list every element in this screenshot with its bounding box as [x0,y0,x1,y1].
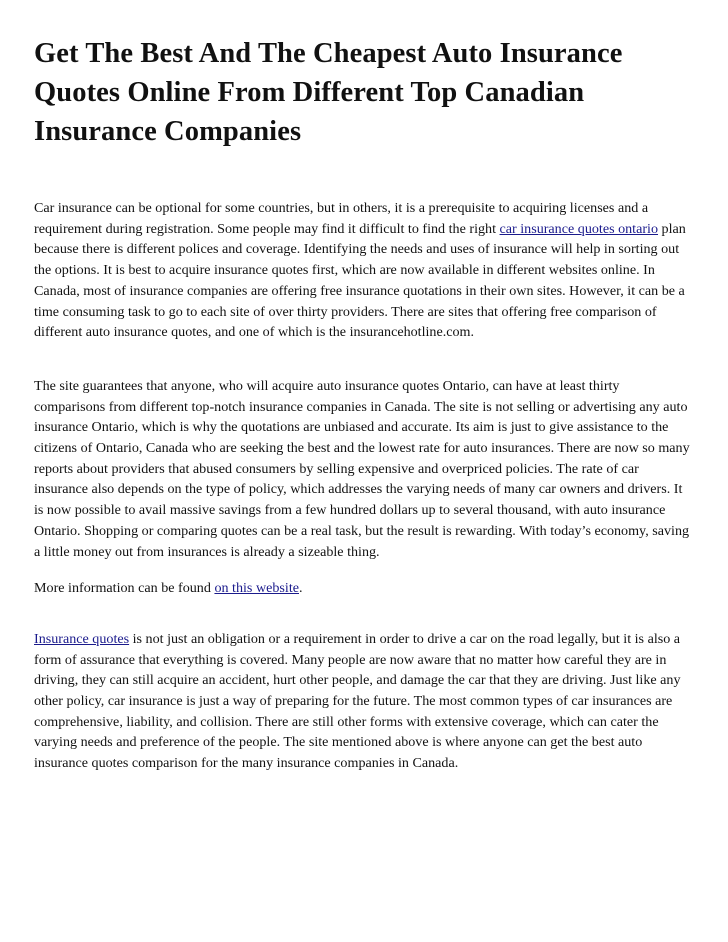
body-paragraph-4 [34,629,694,774]
on-this-website-link[interactable]: on this website [214,580,299,597]
insurance-quotes-link[interactable]: Insurance quotes [34,630,130,647]
paragraph-text: Car insurance can be optional for some countries, but in others, it is a prerequisite to acquiring licenses and a requirement during registration. Some people may find it difficult to find the right [34,200,649,237]
paragraph-text: . [299,580,303,597]
paragraph-text: More information can be found [34,580,215,597]
body-paragraph-1 [34,198,694,343]
document-page [34,34,694,774]
body-paragraph-3 [34,578,694,599]
document-title: Get The Best And The Cheapest Auto Insurance Quotes Online From Different Top Canadian Insurance Companies [34,38,623,147]
body-paragraph-2: The site guarantees that anyone, who will acquire auto insurance quotes Ontario, can have at least thirty comparisons from different top-notch insurance companies in Canada. The site is not selling or advertising any auto insurance Ontario, which is why the quotations are unbiased and accurate. Its aim is just to give assistance to the citizens of Ontario, Canada who are seeking the best and the lowest rate for auto insurances. There are now so many reports about providers that abused consumers by selling expensive and overpriced policies. The rate of car insurance also depends on the type of policy, which addresses the varying needs of many car owners and drivers. It is now possible to avail massive savings from a few hundred dollars up to several thousand, with auto insurance Ontario. Shopping or comparing quotes can be a real task, but the result is rewarding. With today’s economy, saving a little money out from insurances is already a sizeable thing. [34,377,690,560]
paragraph-text: plan because there is different polices and coverage. Identifying the needs and uses of insurance will help in sorting out the options. It is best to acquire insurance quotes first, which are now available in different websites online. In Canada, most of insurance companies are offering free insurance quotations in their own sites. However, it can be a time consuming task to go to each site of over thirty providers. There are sites that offering free comparison of different auto insurance quotes, and one of which is the insurancehotline.com. [34,220,686,341]
paragraph-text: is not just an obligation or a requirement in order to drive a car on the road legally, but it is also a form of assurance that everything is covered. Many people are now aware that no matter how careful they are in driving, they can still acquire an accident, hurt other people, and damage the car that they are driving. Just like any other policy, car insurance is just a way of preparing for the future. The most common types of car insurances are comprehensive, liability, and collision. There are still other forms with extensive coverage, which can cater the varying needs and preference of the people. The site mentioned above is where anyone can get the best auto insurance quotes comparison for the many insurance companies in Canada. [34,630,681,772]
car-insurance-quotes-ontario-link[interactable]: car insurance quotes ontario [499,220,659,237]
